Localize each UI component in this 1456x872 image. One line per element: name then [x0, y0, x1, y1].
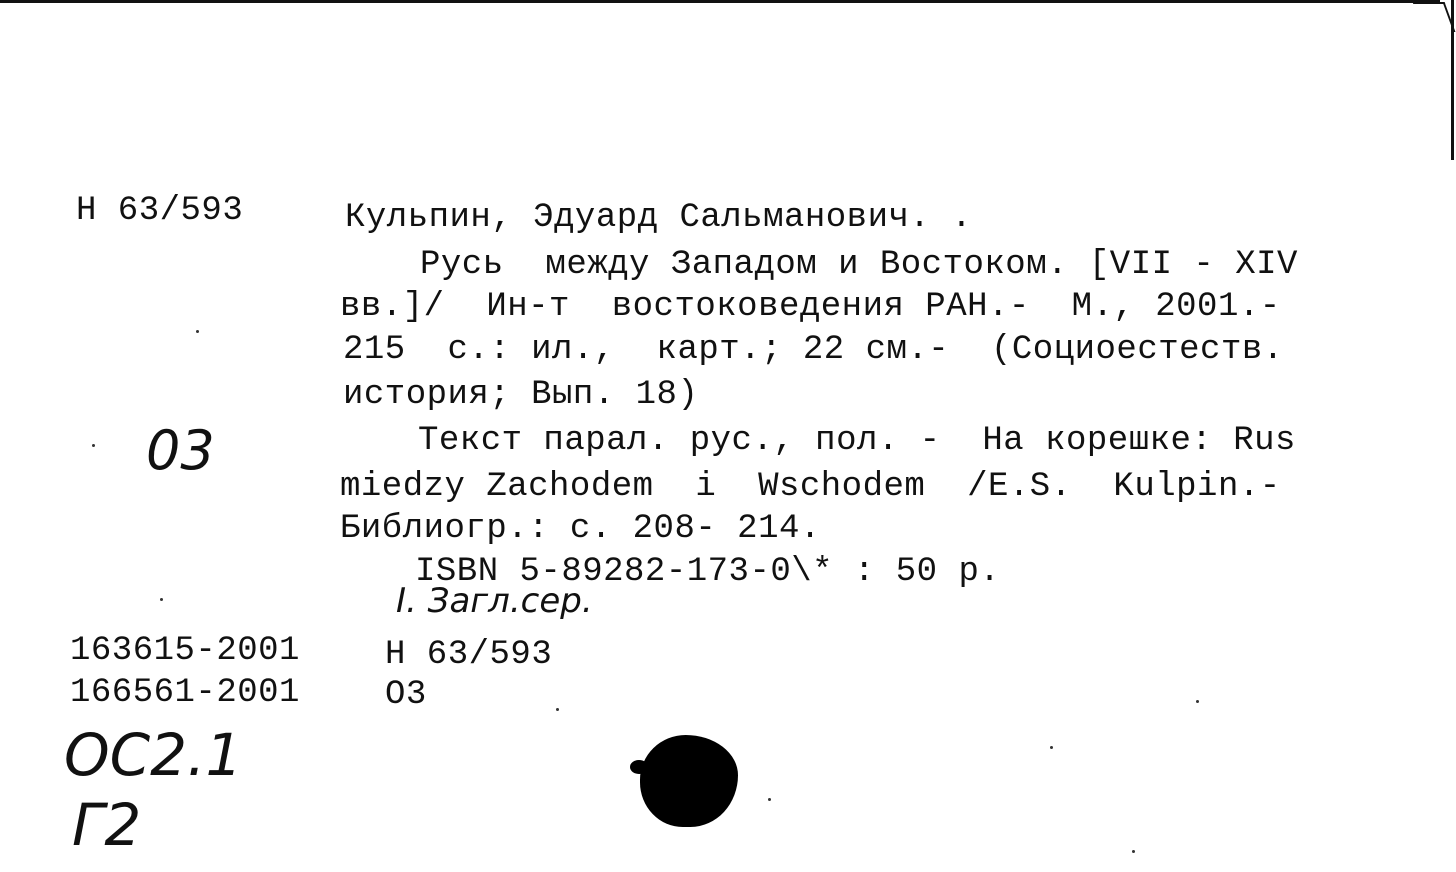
note-line-3: Библиогр.: с. 208- 214.: [340, 510, 821, 548]
title-line-4: история; Вып. 18): [343, 376, 699, 414]
title-line-2: вв.]/ Ин-т востоковедения РАН.- М., 2001.-: [340, 288, 1281, 326]
isbn-line: ISBN 5-89282-173-0\* : 50 р.: [415, 553, 1001, 591]
author-line: Кульпин, Эдуард Сальманович. .: [345, 199, 973, 237]
accession-number-1: 163615-2001: [70, 632, 300, 670]
card-top-border: [0, 0, 1440, 3]
shelfmark-top: Н 63/593: [76, 192, 244, 230]
handwritten-code-1: ОС2.1: [64, 721, 243, 789]
title-line-3: 215 с.: ил., карт.; 22 см.- (Социоестеств.: [343, 331, 1284, 369]
handwritten-series: I. Загл.сер.: [396, 581, 593, 621]
ink-blot: [640, 735, 738, 827]
accession-location-2: О3: [385, 676, 427, 714]
speck: [1050, 746, 1053, 749]
speck: [556, 708, 559, 711]
speck: [196, 330, 199, 333]
card-corner-mark: [1413, 2, 1456, 32]
note-line-2: miedzy Zachodem i Wschodem /E.S. Kulpin.-: [340, 468, 1281, 506]
title-line-1: Русь между Западом и Востоком. [VII - XIV: [420, 246, 1298, 284]
note-line-1: Текст парал. рус., пол. - На корешке: Rus: [418, 422, 1296, 460]
speck: [160, 598, 163, 601]
accession-location-1: Н 63/593: [385, 636, 553, 674]
speck: [768, 798, 771, 801]
speck: [1196, 700, 1199, 703]
speck: [1132, 850, 1135, 853]
handwritten-code-2: Г2: [72, 791, 142, 859]
speck: [92, 444, 95, 447]
accession-number-2: 166561-2001: [70, 674, 300, 712]
handwritten-03: 03: [146, 419, 215, 482]
